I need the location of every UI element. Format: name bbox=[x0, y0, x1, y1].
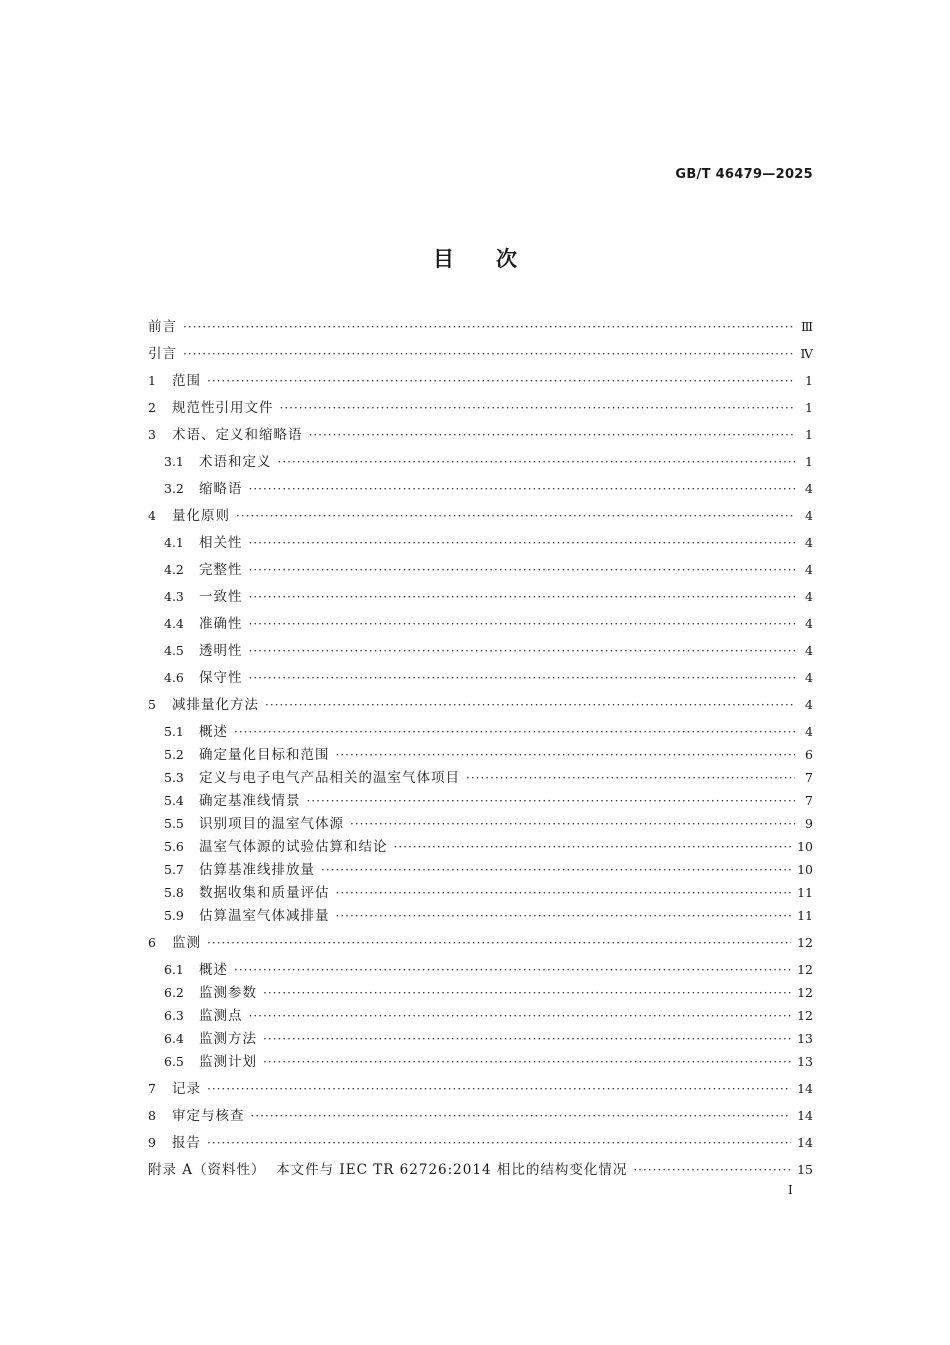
toc-entry-number: 5.4 bbox=[164, 793, 184, 808]
toc-entry[interactable] bbox=[148, 933, 813, 960]
toc-entry-page: 1 bbox=[805, 427, 813, 442]
toc-leader-dots bbox=[249, 668, 796, 688]
toc-entry-label: 保守性 bbox=[199, 670, 243, 686]
toc-entry-label: 确定基准线情景 bbox=[199, 793, 301, 809]
toc-entry-number: 5.6 bbox=[164, 839, 184, 854]
toc-leader-dots bbox=[633, 1160, 791, 1180]
toc-entry-number: 8 bbox=[148, 1108, 156, 1123]
toc-entry[interactable] bbox=[148, 791, 813, 814]
toc-entry[interactable] bbox=[148, 587, 813, 614]
toc-entry-page: 11 bbox=[797, 908, 813, 923]
toc-entry-page: 15 bbox=[797, 1162, 813, 1177]
toc-leader-dots bbox=[309, 425, 796, 445]
toc-entry-label: 概述 bbox=[199, 724, 228, 740]
toc-entry-page: 10 bbox=[797, 862, 813, 877]
toc-entry-page: 4 bbox=[805, 616, 813, 631]
toc-entry-number: 3 bbox=[148, 427, 156, 442]
toc-leader-dots bbox=[183, 344, 795, 364]
toc-entry-number: 4.2 bbox=[164, 562, 184, 577]
toc-entry-number: 5.5 bbox=[164, 816, 184, 831]
toc-leader-dots bbox=[249, 1006, 792, 1026]
toc-entry[interactable] bbox=[148, 860, 813, 883]
toc-entry[interactable] bbox=[148, 506, 813, 533]
toc-leader-dots bbox=[236, 506, 795, 526]
toc-leader-dots bbox=[336, 745, 796, 765]
toc-leader-dots bbox=[249, 533, 796, 553]
toc-entry-number: 9 bbox=[148, 1135, 156, 1150]
toc-entry-number: 5.2 bbox=[164, 747, 184, 762]
toc-entry-label: 定义与电子电气产品相关的温室气体项目 bbox=[199, 770, 460, 786]
toc-entry-page: 14 bbox=[797, 1081, 813, 1096]
toc-entry-page: 13 bbox=[797, 1031, 813, 1046]
toc-entry-label: 监测点 bbox=[199, 1008, 243, 1024]
toc-entry-label: 附录 A（资料性） 本文件与 IEC TR 62726:2014 相比的结构变化情况 bbox=[148, 1162, 628, 1178]
toc-entry-page: 1 bbox=[805, 373, 813, 388]
toc-entry[interactable] bbox=[148, 1160, 813, 1187]
toc-leader-dots bbox=[336, 906, 792, 926]
toc-entry-number: 4.6 bbox=[164, 670, 184, 685]
toc-entry[interactable] bbox=[148, 398, 813, 425]
toc-leader-dots bbox=[234, 960, 791, 980]
toc-entry-label: 术语、定义和缩略语 bbox=[172, 427, 303, 443]
toc-entry-label: 完整性 bbox=[199, 562, 243, 578]
toc-entry-page: 4 bbox=[805, 724, 813, 739]
toc-leader-dots bbox=[251, 1106, 792, 1126]
toc-entry[interactable] bbox=[148, 1052, 813, 1079]
toc-entry[interactable] bbox=[148, 1133, 813, 1160]
toc-entry[interactable] bbox=[148, 722, 813, 745]
toc-entry[interactable] bbox=[148, 883, 813, 906]
toc-entry-page: 12 bbox=[797, 1008, 813, 1023]
toc-leader-dots bbox=[336, 883, 792, 903]
toc-entry-label: 透明性 bbox=[199, 643, 243, 659]
toc-entry[interactable] bbox=[148, 960, 813, 983]
toc-entry-page: 6 bbox=[805, 747, 813, 762]
toc-leader-dots bbox=[249, 614, 796, 634]
toc-entry-number: 5.7 bbox=[164, 862, 184, 877]
toc-entry[interactable] bbox=[148, 641, 813, 668]
toc-entry-label: 记录 bbox=[172, 1081, 201, 1097]
toc-entry-page: 4 bbox=[805, 562, 813, 577]
toc-entry-number: 5.3 bbox=[164, 770, 184, 785]
toc-entry-label: 监测 bbox=[172, 935, 201, 951]
toc-entry-page: 4 bbox=[805, 670, 813, 685]
toc-entry-label: 监测计划 bbox=[199, 1054, 257, 1070]
toc-entry-page: 14 bbox=[797, 1108, 813, 1123]
toc-entry[interactable] bbox=[148, 695, 813, 722]
toc-entry-label: 缩略语 bbox=[199, 481, 243, 497]
toc-entry[interactable] bbox=[148, 1079, 813, 1106]
toc-entry-page: 4 bbox=[805, 508, 813, 523]
toc-leader-dots bbox=[280, 398, 796, 418]
toc-leader-dots bbox=[207, 1079, 791, 1099]
toc-leader-dots bbox=[307, 791, 796, 811]
toc-entry-label: 数据收集和质量评估 bbox=[199, 885, 330, 901]
toc-entry-page: 14 bbox=[797, 1135, 813, 1150]
toc-leader-dots bbox=[394, 837, 792, 857]
toc-leader-dots bbox=[207, 371, 795, 391]
toc-entry-number: 6 bbox=[148, 935, 156, 950]
toc-entry-number: 6.1 bbox=[164, 962, 184, 977]
toc-entry[interactable] bbox=[148, 1006, 813, 1029]
toc-entry[interactable] bbox=[148, 745, 813, 768]
table-of-contents bbox=[148, 317, 813, 1187]
toc-entry-label: 量化原则 bbox=[172, 508, 230, 524]
toc-entry-label: 一致性 bbox=[199, 589, 243, 605]
toc-leader-dots bbox=[278, 452, 796, 472]
toc-leader-dots bbox=[207, 933, 791, 953]
page-folio: I bbox=[788, 1183, 793, 1197]
toc-leader-dots bbox=[207, 1133, 791, 1153]
toc-leader-dots bbox=[249, 641, 796, 661]
toc-entry-number: 5.9 bbox=[164, 908, 184, 923]
toc-leader-dots bbox=[249, 560, 796, 580]
toc-entry-page: 11 bbox=[797, 885, 813, 900]
toc-entry-label: 估算温室气体减排量 bbox=[199, 908, 330, 924]
toc-entry-page: 9 bbox=[805, 816, 813, 831]
toc-entry-page: Ⅲ bbox=[800, 319, 813, 334]
toc-entry[interactable] bbox=[148, 371, 813, 398]
toc-entry-number: 1 bbox=[148, 373, 156, 388]
toc-entry-number: 4.5 bbox=[164, 643, 184, 658]
toc-entry-page: 12 bbox=[797, 985, 813, 1000]
toc-entry[interactable] bbox=[148, 479, 813, 506]
toc-entry-page: 7 bbox=[805, 793, 813, 808]
toc-entry-page: 12 bbox=[797, 962, 813, 977]
toc-entry-label: 确定量化目标和范围 bbox=[199, 747, 330, 763]
toc-entry[interactable] bbox=[148, 983, 813, 1006]
toc-entry-page: 7 bbox=[805, 770, 813, 785]
standard-number: GB/T 46479—2025 bbox=[675, 167, 813, 182]
toc-entry-page: 4 bbox=[805, 697, 813, 712]
toc-entry-number: 4.1 bbox=[164, 535, 184, 550]
toc-entry[interactable] bbox=[148, 425, 813, 452]
toc-entry-label: 审定与核查 bbox=[172, 1108, 245, 1124]
toc-entry-page: Ⅳ bbox=[800, 346, 813, 361]
toc-entry-page: 4 bbox=[805, 535, 813, 550]
toc-entry-label: 概述 bbox=[199, 962, 228, 978]
toc-entry[interactable] bbox=[148, 668, 813, 695]
toc-entry-number: 5 bbox=[148, 697, 156, 712]
toc-entry[interactable] bbox=[148, 768, 813, 791]
toc-entry-number: 5.1 bbox=[164, 724, 184, 739]
toc-entry-page: 4 bbox=[805, 481, 813, 496]
toc-entry[interactable] bbox=[148, 1106, 813, 1133]
toc-entry-page: 1 bbox=[805, 400, 813, 415]
toc-entry[interactable] bbox=[148, 533, 813, 560]
toc-entry[interactable] bbox=[148, 614, 813, 641]
toc-entry-label: 前言 bbox=[148, 319, 177, 335]
toc-leader-dots bbox=[321, 860, 791, 880]
toc-entry-label: 监测方法 bbox=[199, 1031, 257, 1047]
toc-entry-label: 温室气体源的试验估算和结论 bbox=[199, 839, 388, 855]
toc-entry-number: 6.5 bbox=[164, 1054, 184, 1069]
toc-entry-number: 4.3 bbox=[164, 589, 184, 604]
toc-entry-label: 规范性引用文件 bbox=[172, 400, 274, 416]
toc-entry-number: 6.3 bbox=[164, 1008, 184, 1023]
toc-entry-label: 估算基准线排放量 bbox=[199, 862, 315, 878]
toc-leader-dots bbox=[183, 317, 795, 337]
toc-entry-label: 相关性 bbox=[199, 535, 243, 551]
toc-leader-dots bbox=[249, 479, 796, 499]
toc-entry[interactable] bbox=[148, 1029, 813, 1052]
page-title: 目次 bbox=[433, 247, 559, 271]
toc-entry[interactable] bbox=[148, 452, 813, 479]
toc-leader-dots bbox=[350, 814, 795, 834]
toc-leader-dots bbox=[265, 695, 795, 715]
toc-entry-number: 6.2 bbox=[164, 985, 184, 1000]
toc-entry-label: 监测参数 bbox=[199, 985, 257, 1001]
toc-entry-number: 7 bbox=[148, 1081, 156, 1096]
toc-leader-dots bbox=[263, 1029, 791, 1049]
toc-leader-dots bbox=[466, 768, 795, 788]
toc-entry-page: 12 bbox=[797, 935, 813, 950]
toc-leader-dots bbox=[249, 587, 796, 607]
toc-entry-label: 减排量化方法 bbox=[172, 697, 259, 713]
toc-entry-number: 3.1 bbox=[164, 454, 184, 469]
toc-entry-number: 5.8 bbox=[164, 885, 184, 900]
toc-leader-dots bbox=[263, 1052, 791, 1072]
toc-entry-page: 13 bbox=[797, 1054, 813, 1069]
toc-entry[interactable] bbox=[148, 837, 813, 860]
toc-entry[interactable] bbox=[148, 814, 813, 837]
toc-entry[interactable] bbox=[148, 344, 813, 371]
toc-entry-number: 4.4 bbox=[164, 616, 184, 631]
toc-entry-label: 引言 bbox=[148, 346, 177, 362]
toc-entry-number: 3.2 bbox=[164, 481, 184, 496]
toc-entry-label: 识别项目的温室气体源 bbox=[199, 816, 344, 832]
toc-entry-page: 4 bbox=[805, 589, 813, 604]
toc-entry[interactable] bbox=[148, 560, 813, 587]
toc-entry-label: 术语和定义 bbox=[199, 454, 272, 470]
toc-entry-number: 4 bbox=[148, 508, 156, 523]
toc-entry[interactable] bbox=[148, 317, 813, 344]
toc-entry-label: 报告 bbox=[172, 1135, 201, 1151]
toc-entry-label: 范围 bbox=[172, 373, 201, 389]
toc-entry-page: 10 bbox=[797, 839, 813, 854]
toc-leader-dots bbox=[263, 983, 791, 1003]
toc-entry-page: 4 bbox=[805, 643, 813, 658]
toc-entry-label: 准确性 bbox=[199, 616, 243, 632]
toc-entry-page: 1 bbox=[805, 454, 813, 469]
toc-leader-dots bbox=[234, 722, 795, 742]
toc-entry-number: 2 bbox=[148, 400, 156, 415]
toc-entry-number: 6.4 bbox=[164, 1031, 184, 1046]
toc-entry[interactable] bbox=[148, 906, 813, 933]
